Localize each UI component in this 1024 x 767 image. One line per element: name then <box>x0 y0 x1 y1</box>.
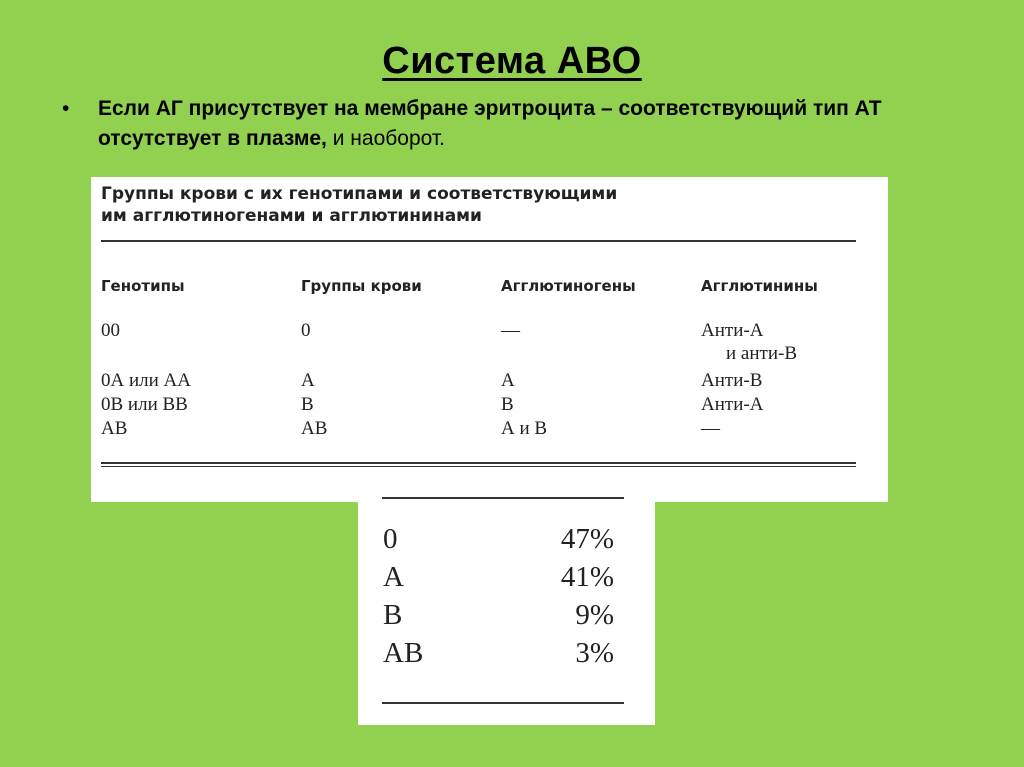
frequency-top-rule <box>382 497 624 499</box>
blood-group-table <box>91 177 888 502</box>
cell-agglutinogens: В <box>501 394 514 415</box>
bullet-marker: • <box>62 97 70 120</box>
bullet-bold-text: Если АГ присутствует на мембране эритроцита – соответствующий тип АТ отсутствует в плазме, <box>98 97 882 150</box>
cell-agglutinins: Анти-А <box>701 394 764 415</box>
frequency-percent: 41% <box>560 561 614 593</box>
table-caption-line-2: им агглютиногенами и агглютининами <box>101 206 482 226</box>
cell-group: АВ <box>301 418 328 439</box>
table-bottom-rule-thin <box>101 466 856 467</box>
cell-group: 0 <box>301 320 311 341</box>
cell-group: В <box>301 394 314 415</box>
bullet-normal-text: и наоборот. <box>326 127 445 150</box>
cell-genotype: 0А или АА <box>101 370 191 391</box>
frequency-group: В <box>383 599 403 631</box>
cell-agglutinins: Анти-А <box>701 320 764 341</box>
slide-title: Система АВО <box>382 40 642 82</box>
header-agglutinins: Агглютинины <box>701 277 818 295</box>
frequency-group: А <box>383 561 404 593</box>
cell-agglutinogens: А <box>501 370 515 391</box>
cell-agglutinogens: — <box>501 320 520 341</box>
header-agglutinogens: Агглютиногены <box>501 277 636 295</box>
cell-agglutinins: — <box>701 418 720 439</box>
cell-agglutinogens: А и В <box>501 418 548 439</box>
frequency-bottom-rule <box>382 702 624 704</box>
header-genotypes: Генотипы <box>101 277 185 295</box>
cell-genotype: АВ <box>101 418 128 439</box>
table-caption-line-1: Группы крови с их генотипами и соответствующими <box>101 184 618 204</box>
frequency-percent: 3% <box>575 637 614 669</box>
cell-agglutinins-continued: и анти-В <box>726 343 797 364</box>
frequency-group: 0 <box>383 523 398 555</box>
cell-genotype: 00 <box>101 320 120 341</box>
cell-genotype: 0В или ВВ <box>101 394 188 415</box>
table-caption <box>101 183 801 227</box>
frequency-group: АВ <box>383 637 424 669</box>
bullet-text <box>98 94 948 154</box>
table-top-rule <box>101 240 856 242</box>
frequency-percent: 9% <box>575 599 614 631</box>
frequency-table <box>358 497 655 725</box>
frequency-percent: 47% <box>560 523 614 555</box>
cell-agglutinins: Анти-В <box>701 370 763 391</box>
header-blood-groups: Группы крови <box>301 277 422 295</box>
cell-group: А <box>301 370 315 391</box>
table-bottom-rule <box>101 462 856 464</box>
